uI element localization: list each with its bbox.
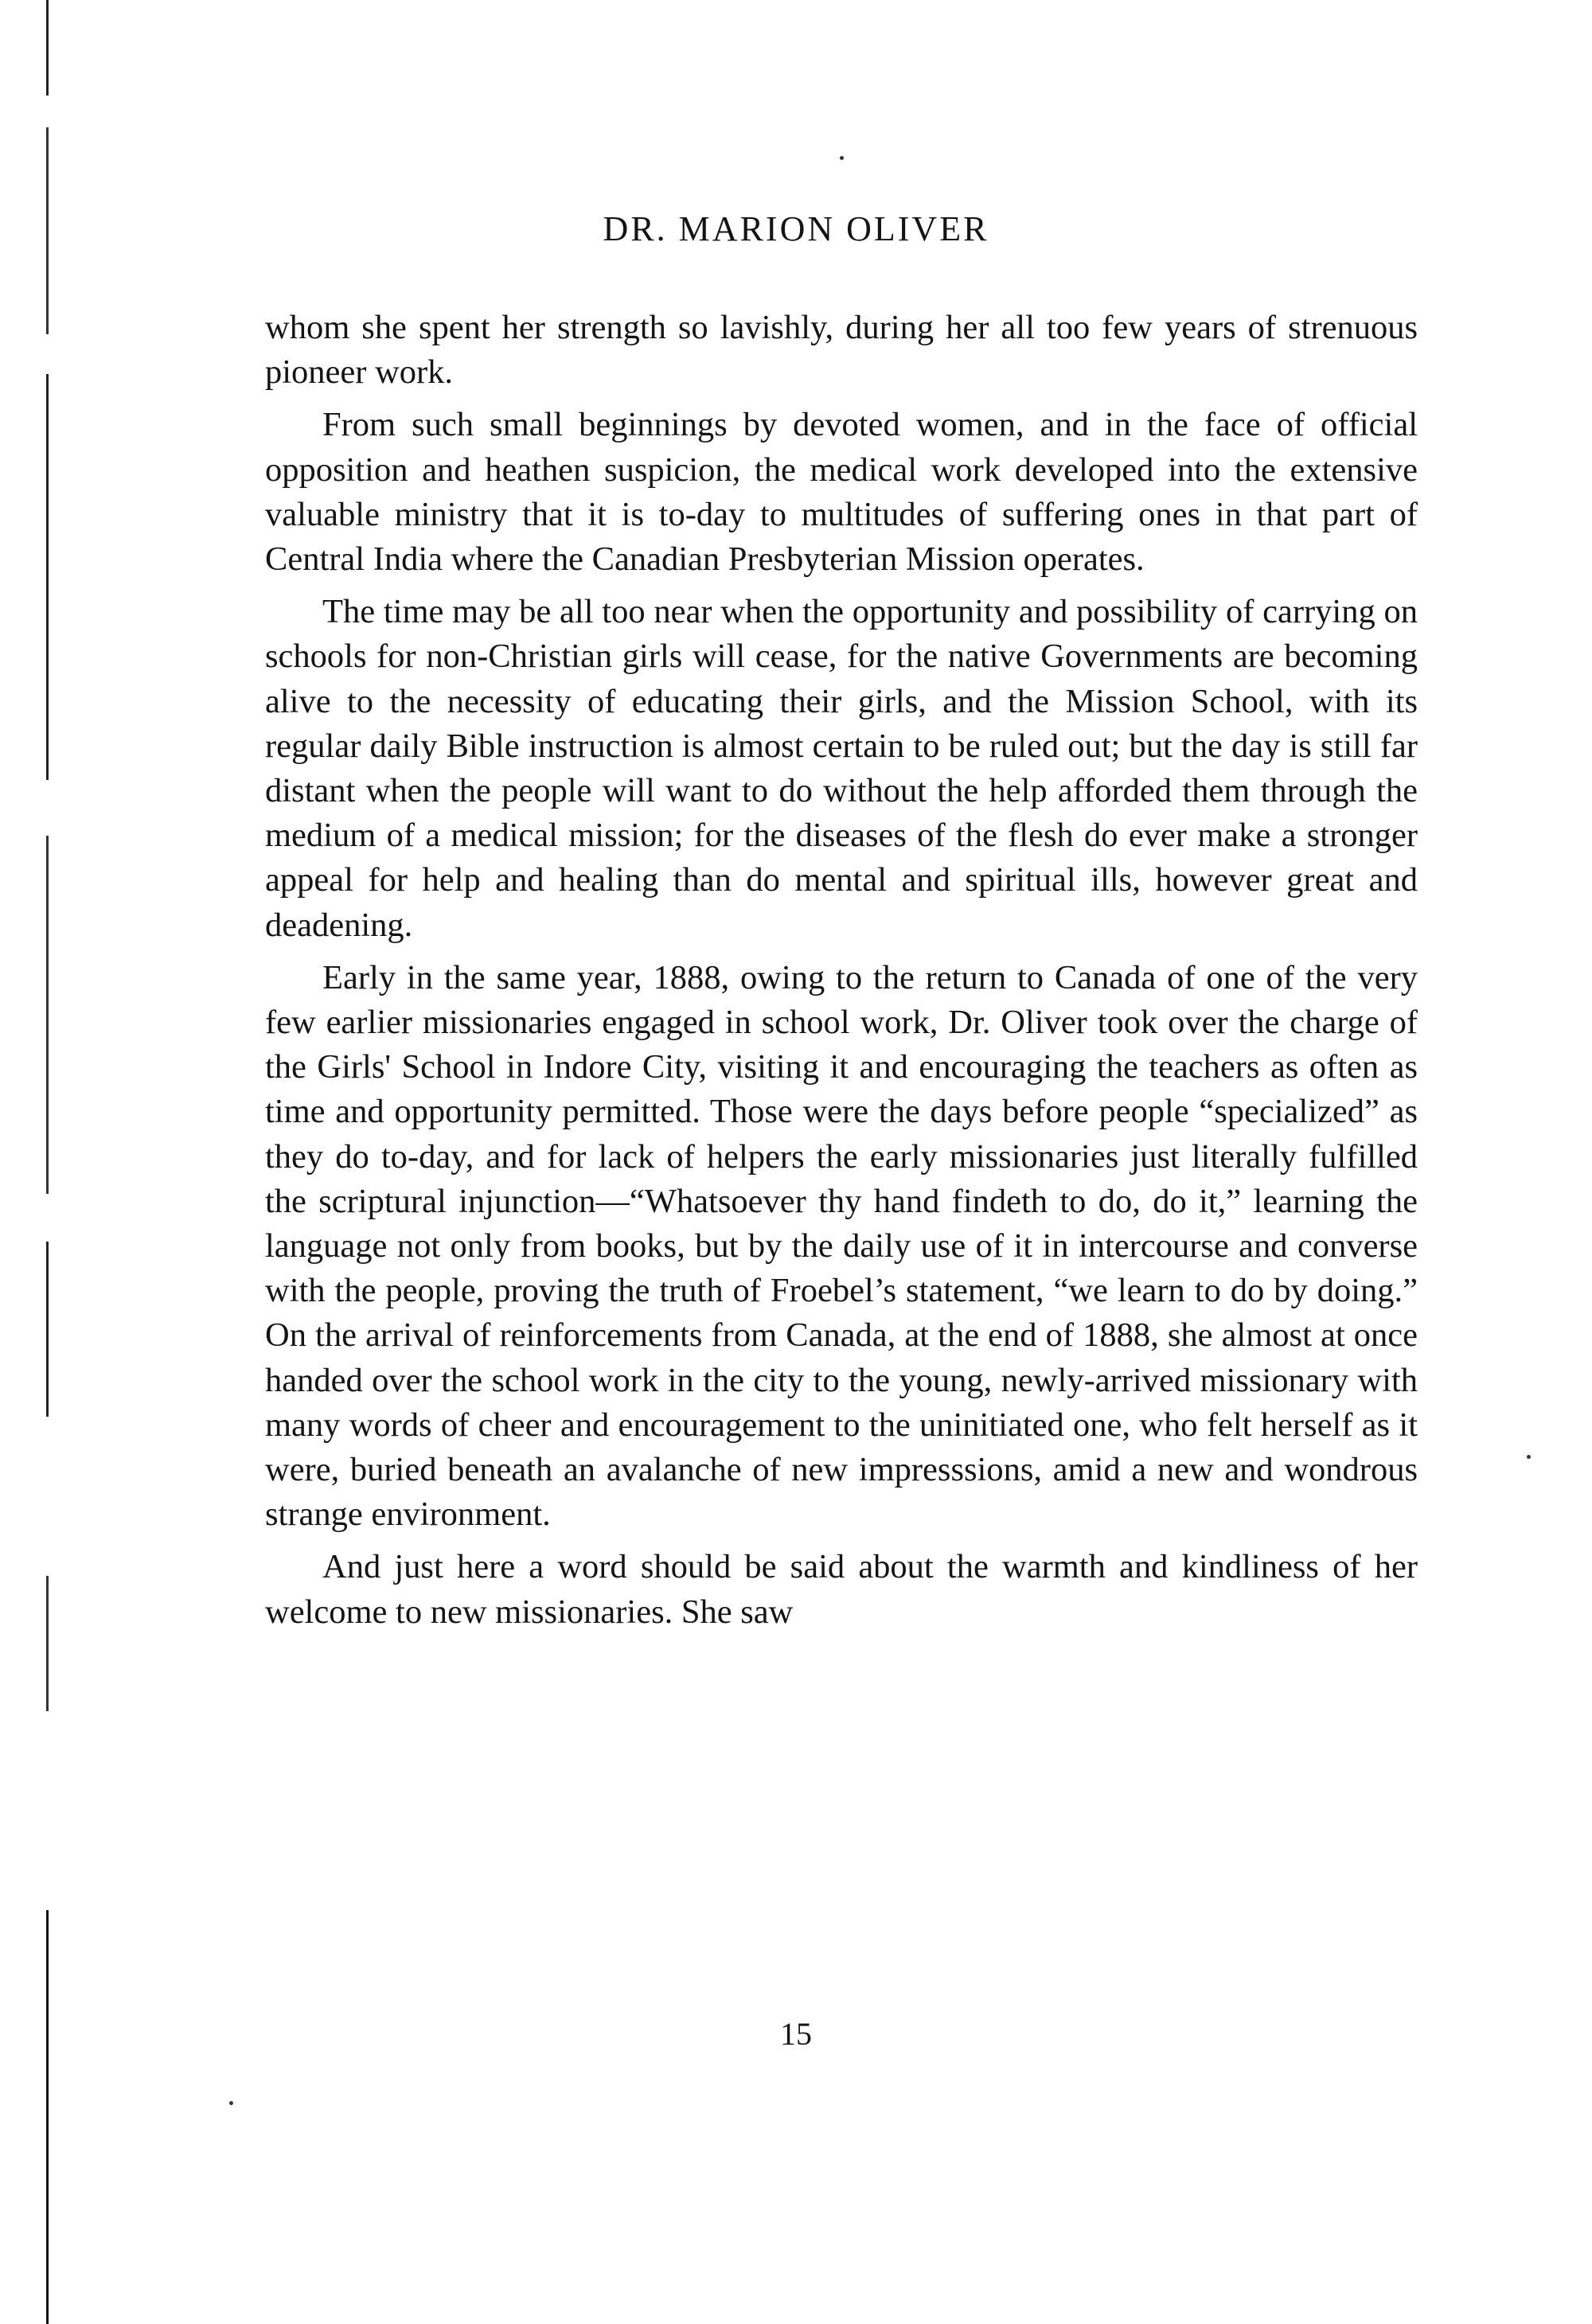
body-text [265, 306, 1418, 1643]
paragraph: whom she spent her strength so lavishly, during her all too few years of strenuous pioneer work. [265, 309, 1418, 392]
scan-speck [229, 2101, 233, 2105]
running-head: DR. MARION OLIVER [603, 209, 989, 248]
paragraph: Early in the same year, 1888, owing to the return to Canada of one of the very few earlier missionaries engaged in school work, Dr. Oliver took over the charge of the Girls' School in Indore City, visiting it and encouraging the teachers as often as time and opportunity permitted. Those were the days before people “specialized” as they do to-day, and for lack of helpers the early missionaries just literally fulfilled the scriptural injunction—“Whatsoever thy hand findeth to do, do it,” learning the language not only from books, but by the daily use of it in intercourse and converse with the people, proving the truth of Froebel’s statement, “we learn to do by doing.” On the arrival of reinforcements from Canada, at the end of 1888, she almost at once handed over the school work in the city to the young, newly-arrived missionary with many words of cheer and encouragement to the uninitiated one, who felt herself as it were, buried beneath an avalanche of new impresssions, amid a new and wondrous strange environment. [265, 958, 1418, 1534]
scan-speck [840, 156, 844, 160]
paragraph: From such small beginnings by devoted women, and in the face of official opposition and heathen suspicion, the medical work developed into the extensive valuable ministry that it is to-day to multitudes of suffering ones in that part of Central India where the Canadian Presbyterian Mission operates. [265, 406, 1418, 579]
binding-edge-artifact [46, 0, 49, 2324]
paragraph: And just here a word should be said about the warmth and kindliness of her welcome to new missionaries. She saw [265, 1548, 1418, 1631]
scan-speck [1527, 1455, 1531, 1459]
paragraph: The time may be all too near when the opportunity and possibility of carrying on schools for non-Christian girls will cease, for the native Governments are becoming alive to the necessity of educating their girls, and the Mission School, with its regular daily Bible instruction is almost certain to be ruled out; but the day is still far distant when the people will want to do without the help afforded them through the medium of a medical mission; for the diseases of the flesh do ever make a stronger appeal for help and healing than do mental and spiritual ills, however great and deadening. [265, 593, 1418, 944]
page-number: 15 [780, 2016, 812, 2052]
